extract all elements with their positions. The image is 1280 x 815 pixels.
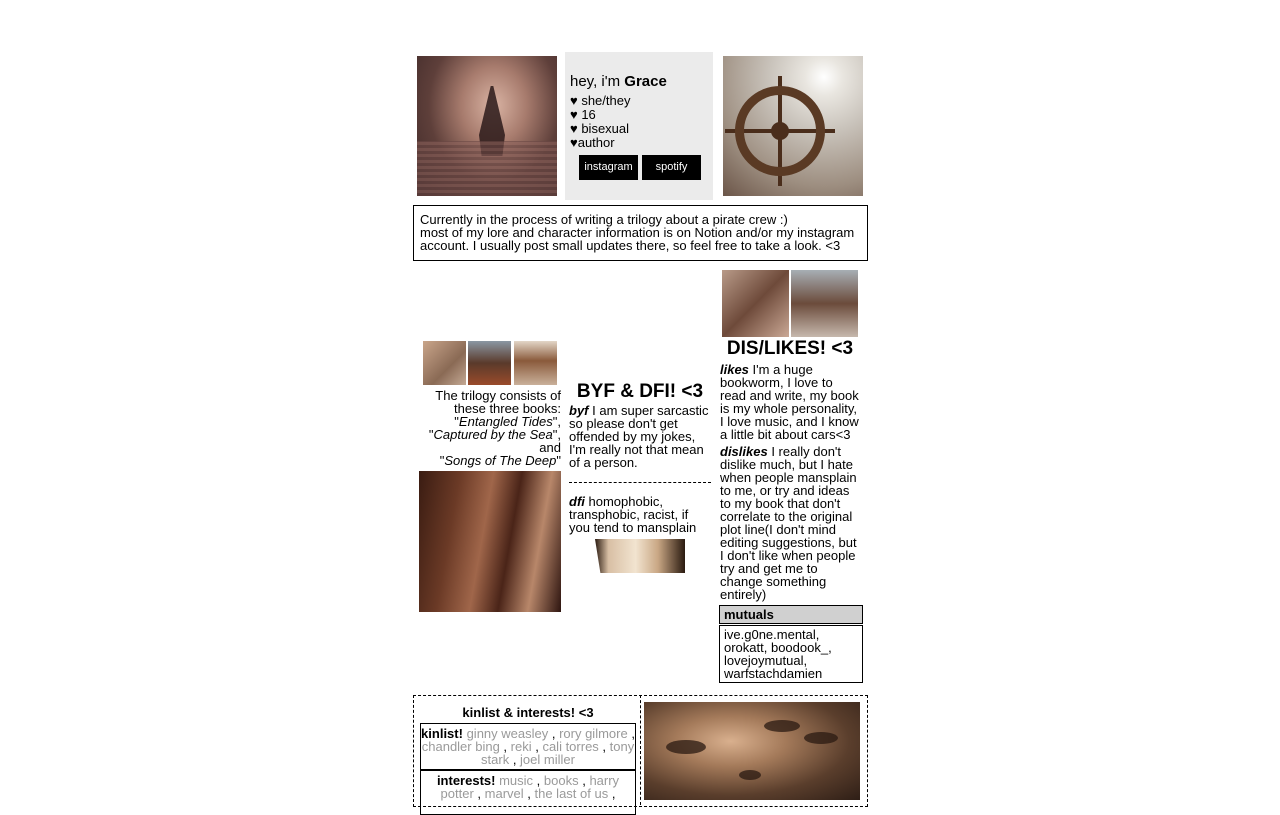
mutuals-header: mutuals — [719, 605, 863, 624]
kin-item: cali torres — [542, 739, 599, 754]
kinlist-box: kinlist! ginny weasley , rory gilmore , chandler bing , reki , cali torres , tony stark , joel miller — [420, 723, 636, 770]
rope-thumbnail — [468, 341, 511, 385]
likes-text: likes I'm a huge bookworm, I love to read and write, my book is my whole personality, I love music, and I know a little bit about cars<3 — [720, 362, 859, 442]
wheel-hub — [771, 122, 789, 140]
hair-closeup-image — [419, 471, 561, 612]
byf-text: byf I am super sarcastic so please don't get offended by my jokes, I'm really not that mean of a person. — [569, 403, 709, 470]
book-title-2: Captured by the Sea — [433, 427, 553, 442]
profile-name: Grace — [624, 73, 667, 90]
intro-box — [413, 205, 868, 261]
ship-sunset-image — [417, 56, 557, 196]
fish-underwater-image — [644, 702, 860, 800]
mutuals-list: ive.g0ne.mental, orokatt, boodook_, lovejoymutual, warfstachdamien — [719, 625, 863, 683]
instagram-button[interactable]: instagram — [579, 155, 638, 180]
kin-item: chandler bing — [421, 739, 500, 754]
dislikes-title: DIS/LIKES! <3 — [726, 338, 854, 359]
book-title-3: Songs of The Deep — [444, 453, 557, 468]
dfi-text: dfi homophobic, transphobic, racist, if you tend to mansplain — [569, 494, 697, 535]
interests-box: interests! music , books , harry potter , marvel , the last of us , — [420, 770, 636, 815]
kin-item: tony stark — [481, 739, 635, 767]
fish-shape — [666, 740, 706, 754]
fact-orientation: ♥ bisexual — [570, 121, 630, 136]
fact-age: ♥ 16 — [570, 107, 596, 122]
fact-pronouns: ♥ she/they — [570, 93, 631, 108]
sea-waves — [417, 141, 557, 196]
kinlist-divider — [640, 695, 641, 805]
interest-item: marvel — [484, 786, 524, 801]
interest-item: music — [499, 773, 534, 788]
kin-item: rory gilmore — [559, 726, 628, 741]
kin-item: joel miller — [520, 752, 575, 767]
book-title-1: Entangled Tides — [458, 414, 553, 429]
kin-item: reki — [510, 739, 532, 754]
spotify-button[interactable]: spotify — [642, 155, 701, 180]
interest-item: the last of us — [534, 786, 609, 801]
fish-shape — [764, 720, 800, 732]
bio-facts — [570, 94, 630, 150]
dashed-divider — [569, 482, 711, 483]
byf-dfi-title: BYF & DFI! <3 — [576, 381, 704, 402]
scroll-image — [595, 539, 685, 573]
intro-line-2: most of my lore and character information is on Notion and/or my instagram account. I usually post small updates there, so feel free to take a look. <3 — [420, 225, 855, 253]
intro-line-1: Currently in the process of writing a trilogy about a pirate crew :) — [420, 212, 788, 227]
ship-wheel-image — [723, 56, 863, 196]
interest-item: books — [543, 773, 579, 788]
greeting: hey, i'm Grace — [570, 73, 667, 90]
trilogy-description: The trilogy consists of these three books: "Entangled Tides", "Captured by the Sea", and "Songs of The Deep" — [428, 388, 561, 468]
fish-shape — [739, 770, 761, 780]
dislikes-text: dislikes I really don't dislike much, but I hate when people mansplain to me, or try and ideas to my book that don't correlate to the original plot line(I don't mind editing suggestions, but I don't like when people try and get me to change something entirely) — [720, 444, 857, 602]
map-thumbnail — [722, 270, 789, 337]
interest-item: harry potter — [440, 773, 620, 801]
chimes-thumbnail — [791, 270, 858, 337]
treasure-thumbnail — [514, 341, 557, 385]
kin-item: ginny weasley — [466, 726, 549, 741]
kinlist-title: kinlist & interests! <3 — [462, 705, 594, 720]
fish-shape — [804, 732, 838, 744]
fact-role: ♥author — [570, 135, 615, 150]
compass-thumbnail — [423, 341, 466, 385]
